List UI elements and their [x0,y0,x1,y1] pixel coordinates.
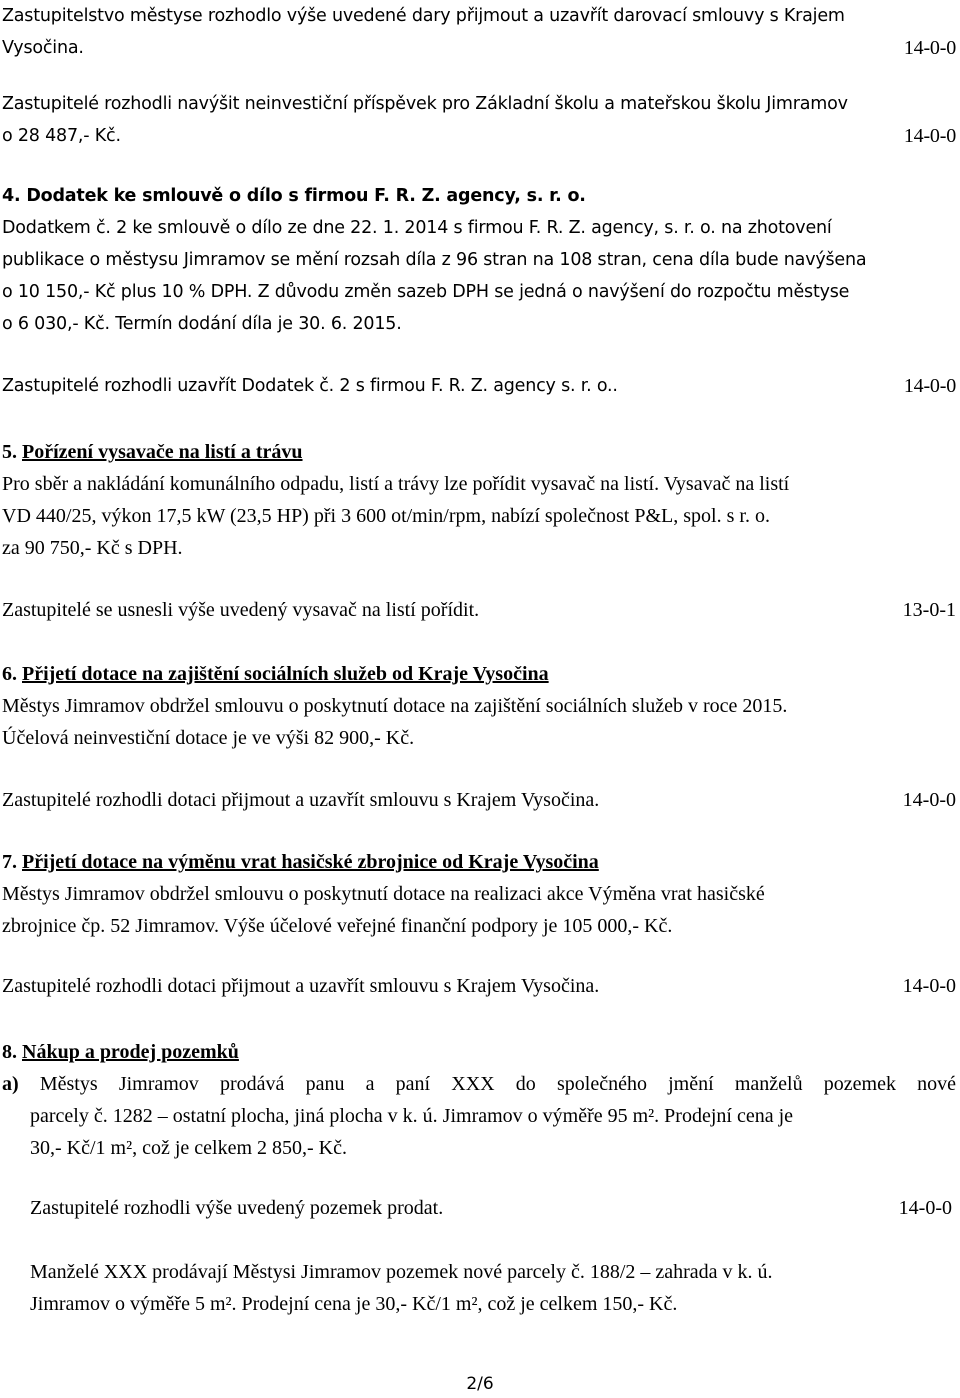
vote-result: 14-0-0 [903,125,956,147]
paragraph-school-contribution [2,88,956,152]
section-6 [2,658,956,754]
text-line: Manželé XXX prodávají Městysi Jimramov pozemek nové parcely č. 188/2 – zahrada v k. ú. [30,1261,773,1283]
text-line: Jimramov o výměře 5 m². Prodejní cena je 30,- Kč/1 m², což je celkem 150,- Kč. [30,1293,678,1315]
text-line: Zastupitelé rozhodli navýšit neinvestiční příspěvek pro Základní školu a mateřskou školu Jimramov [2,94,848,114]
text-line [2,1068,956,1100]
section-7-resolution [2,970,956,1002]
resolution-text: Zastupitelé rozhodli výše uvedený pozemek prodat. [30,1197,444,1219]
vote-row [2,32,956,64]
section-heading [2,436,956,468]
text-line: Vysočina. [2,38,84,58]
vote-result: 14-0-0 [903,375,956,397]
text-line: Účelová neinvestiční dotace je ve výši 82 900,- Kč. [2,727,415,749]
section-heading [2,658,956,690]
text-line: Dodatkem č. 2 ke smlouvě o dílo ze dne 22. 1. 2014 s firmou F. R. Z. agency, s. r. o. na zhotovení [2,218,832,238]
resolution-text: Zastupitelé se usnesli výše uvedený vysavač na listí pořídit. [2,599,480,621]
text-line: o 10 150,- Kč plus 10 % DPH. Z důvodu změn sazeb DPH se jedná o navýšení do rozpočtu městyse [2,282,850,302]
paragraph-gifts [2,0,956,64]
section-title: Přijetí dotace na zajištění sociálních služeb od Kraje Vysočina [22,663,549,685]
resolution-text: Zastupitelé rozhodli uzavřít Dodatek č. 2 s firmou F. R. Z. agency s. r. o.. [2,376,618,396]
section-6-resolution [2,784,956,816]
vote-result: 14-0-0 [903,37,956,59]
vote-result: 14-0-0 [902,975,956,997]
text-line: Městys Jimramov obdržel smlouvu o poskytnutí dotace na realizaci akce Výměna vrat hasičské [2,883,765,905]
section-7 [2,846,956,942]
item-label: a) [2,1073,19,1095]
text-line: o 28 487,- Kč. [2,126,121,146]
text-line: Zastupitelstvo městyse rozhodlo výše uvedené dary přijmout a uzavřít darovací smlouvy s Krajem [2,6,845,26]
text-line: Pro sběr a nakládání komunálního odpadu, listí a trávy lze pořídit vysavač na listí. Vysavač na listí [2,473,790,495]
section-8-item-a [30,1100,958,1164]
text-line: zbrojnice čp. 52 Jimramov. Výše účelové veřejné finanční podpory je 105 000,- Kč. [2,915,673,937]
vote-result: 14-0-0 [898,1197,952,1219]
section-title: Nákup a prodej pozemků [22,1041,239,1063]
section-title: Pořízení vysavače na listí a trávu [22,441,303,463]
text-line: 30,- Kč/1 m², což je celkem 2 850,- Kč. [30,1137,348,1159]
text-line: publikace o městysu Jimramov se mění rozsah díla z 96 stran na 108 stran, cena díla bude navýšena [2,250,867,270]
section-number: 8. [2,1041,17,1063]
section-5-resolution [2,594,956,626]
resolution-text: Zastupitelé rozhodli dotaci přijmout a uzavřít smlouvu s Krajem Vysočina. [2,975,600,997]
vote-result: 14-0-0 [902,789,956,811]
item-text: Městys Jimramov prodává panu a paní XXX do společného jmění manželů pozemek nové [39,1073,956,1095]
section-8a-resolution [30,1192,952,1224]
page-number: 2/6 [466,1374,494,1394]
section-heading [2,1036,956,1068]
vote-row [2,120,956,152]
resolution-text: Zastupitelé rozhodli dotaci přijmout a uzavřít smlouvu s Krajem Vysočina. [2,789,600,811]
section-5 [2,436,956,564]
text-line: o 6 030,- Kč. Termín dodání díla je 30. 6. 2015. [2,314,402,334]
section-8-item-b [30,1256,958,1320]
text-line: za 90 750,- Kč s DPH. [2,537,183,559]
section-number: 7. [2,851,17,873]
section-number: 6. [2,663,17,685]
section-4 [2,180,956,340]
text-line: Městys Jimramov obdržel smlouvu o poskytnutí dotace na zajištění sociálních služeb v roce 2015. [2,695,788,717]
section-4-resolution [2,370,956,402]
section-heading [2,846,956,878]
section-8 [2,1036,956,1100]
section-number: 5. [2,441,17,463]
section-title: Přijetí dotace na výměnu vrat hasičské zbrojnice od Kraje Vysočina [22,851,599,873]
vote-result: 13-0-1 [902,599,956,621]
section-heading: 4. Dodatek ke smlouvě o dílo s firmou F. R. Z. agency, s. r. o. [2,186,586,206]
text-line: parcely č. 1282 – ostatní plocha, jiná plocha v k. ú. Jimramov o výměře 95 m². Prodejní cena je [30,1105,794,1127]
text-line: VD 440/25, výkon 17,5 kW (23,5 HP) při 3 600 ot/min/rpm, nabízí společnost P&L, spol. s r. o. [2,505,770,527]
